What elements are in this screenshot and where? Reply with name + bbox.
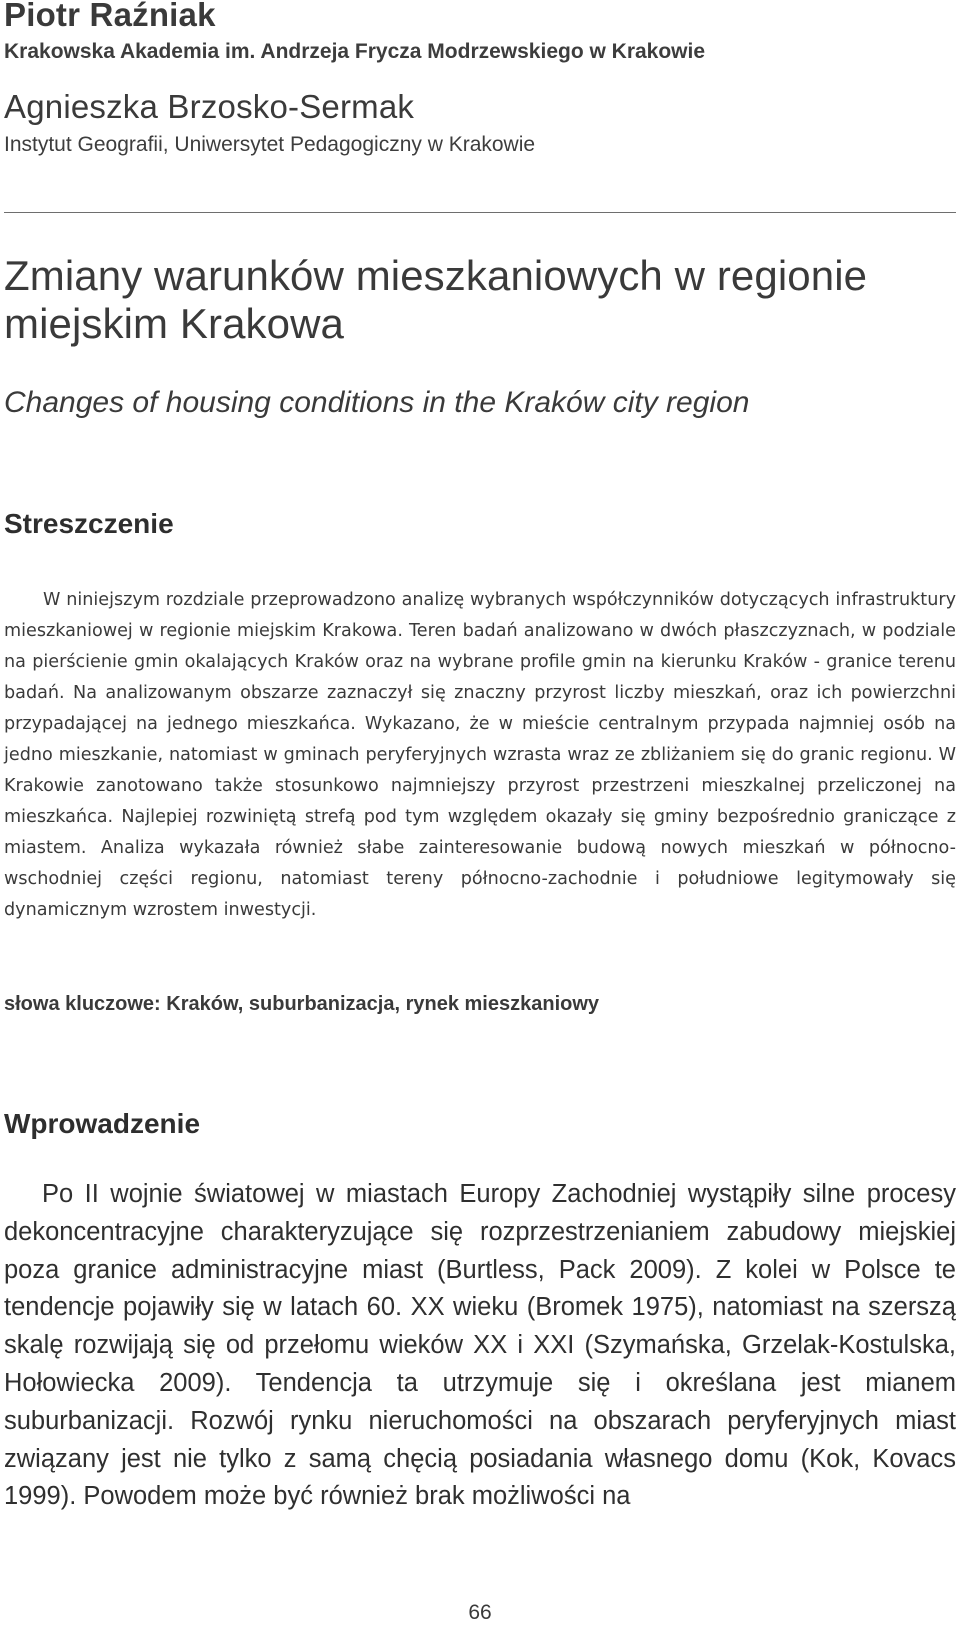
abstract-heading: Streszczenie: [4, 508, 174, 539]
chapter-title-polish: Zmiany warunków mieszkaniowych w regionie miejskim Krakowa: [4, 252, 868, 347]
introduction-heading: Wprowadzenie: [4, 1108, 201, 1139]
author-name: Piotr Raźniak: [4, 0, 216, 33]
abstract-text: W niniejszym rozdziale przeprowadzono analizę wybranych współczynników dotyczących infrastruktury mieszkaniowej w regionie miejskim Krakowa. Teren badań analizowano w dwóch płaszczyznach, w podziale na pierścienie gmin okalających Kraków oraz na wybrane profile gmin na kierunku Kraków - granice terenu badań. Na analizowanym obszarze zaznaczył się znaczny przyrost liczby mieszkań, oraz ich powierzchni przypadającej na jednego mieszkańca. Wykazano, że w mieście centralnym przypada najmniej osób na jedno mieszkanie, natomiast w gminach peryferyjnych wzrasta wraz ze zbliżaniem się do granic regionu. W Krakowie zanotowano także stosunkowo najmniejszy przyrost przestrzeni mieszkalnej przeliczonej na mieszkańca. Najlepiej rozwiniętą strefą pod tym względem okazały się gminy bezpośrednio graniczące z miastem. Analiza wykazała również słabe zainteresowanie budową nowych mieszkań w północno-wschodniej części regionu, natomiast tereny północno-zachodnie i południowe legitymowały się dynamicznym wzrostem inwestycji.: [4, 590, 956, 920]
page-number: 66: [468, 1601, 492, 1624]
header-divider: [4, 212, 956, 213]
chapter-title-english: Changes of housing conditions in the Kraków city region: [4, 386, 750, 419]
author-name: Agnieszka Brzosko-Sermak: [4, 88, 415, 125]
author-affiliation: Instytut Geografii, Uniwersytet Pedagogiczny w Krakowie: [4, 133, 536, 156]
introduction-text: Po II wojnie światowej w miastach Europy Zachodniej wystąpiły silne procesy dekoncentracyjne charakteryzujące się rozprzestrzenianiem zabudowy miejskiej poza granice administracyjne miast (Burtless, Pack 2009). Z kolei w Polsce te tendencje pojawiły się w latach 60. XX wieku (Bromek 1975), natomiast na szerszą skalę rozwijają się od przełomu wieków XX i XXI (Szymańska, Grzelak-Kostulska, Hołowiecka 2009). Tendencja ta utrzymuje się i określana jest mianem suburbanizacji. Rozwój rynku nieruchomości na obszarach peryferyjnych miast związany jest nie tylko z samą chęcią posiadania własnego domu (Kok, Kovacs 1999). Powodem może być również brak możliwości na: [4, 1180, 956, 1511]
keywords: słowa kluczowe: Kraków, suburbanizacja, rynek mieszkaniowy: [4, 993, 600, 1015]
author-affiliation: Krakowska Akademia im. Andrzeja Frycza Modrzewskiego w Krakowie: [4, 40, 706, 63]
